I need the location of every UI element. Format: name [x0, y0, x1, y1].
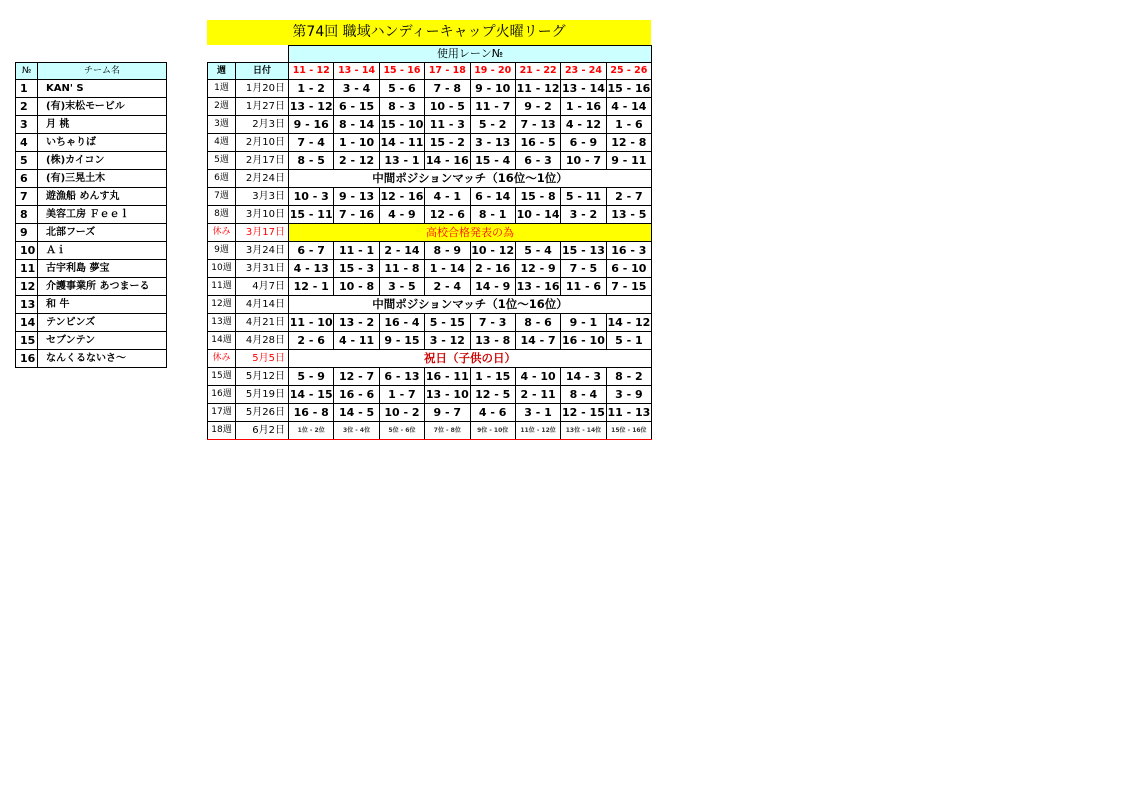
matchup-cell: 9 - 2 — [515, 98, 560, 116]
week-cell: 11週 — [208, 278, 236, 296]
matchup-cell: 8 - 14 — [334, 116, 379, 134]
matchup-cell: 1 - 2 — [289, 80, 334, 98]
matchup-cell: 1 - 6 — [606, 116, 651, 134]
matchup-cell: 12 - 5 — [470, 386, 515, 404]
team-number: 14 — [16, 314, 38, 332]
matchup-cell: 10 - 8 — [334, 278, 379, 296]
matchup-cell: 11位 - 12位 — [515, 422, 560, 440]
team-name: 美容工房 Ｆｅｅｌ — [38, 206, 167, 224]
date-cell: 5月12日 — [236, 368, 289, 386]
matchup-cell: 7 - 5 — [561, 260, 606, 278]
matchup-cell: 2 - 6 — [289, 332, 334, 350]
lane-column-header: 25 - 26 — [606, 63, 651, 80]
matchup-cell: 9位 - 10位 — [470, 422, 515, 440]
matchup-cell: 13 - 16 — [515, 278, 560, 296]
schedule-row — [208, 278, 652, 296]
matchup-cell: 15 - 11 — [289, 206, 334, 224]
date-cell: 3月31日 — [236, 260, 289, 278]
team-name: 月 桃 — [38, 116, 167, 134]
matchup-cell: 8 - 3 — [379, 98, 424, 116]
matchup-cell: 13 - 2 — [334, 314, 379, 332]
date-cell: 5月26日 — [236, 404, 289, 422]
schedule-row — [208, 314, 652, 332]
matchup-cell: 4 - 1 — [425, 188, 470, 206]
matchup-cell: 9 - 15 — [379, 332, 424, 350]
lane-column-header: 21 - 22 — [515, 63, 560, 80]
matchup-cell: 5 - 6 — [379, 80, 424, 98]
team-number: 11 — [16, 260, 38, 278]
date-column-header: 日付 — [236, 63, 289, 80]
team-number: 4 — [16, 134, 38, 152]
team-row — [16, 80, 167, 98]
team-name: セブンテン — [38, 332, 167, 350]
team-name: Ａｉ — [38, 242, 167, 260]
matchup-cell: 10 - 5 — [425, 98, 470, 116]
matchup-cell: 15位 - 16位 — [606, 422, 651, 440]
page-title: 第74回 職域ハンディーキャップ火曜リーグ — [207, 20, 651, 45]
matchup-cell: 11 - 1 — [334, 242, 379, 260]
matchup-cell: 8 - 6 — [515, 314, 560, 332]
matchup-cell: 8 - 2 — [606, 368, 651, 386]
week-cell: 4週 — [208, 134, 236, 152]
date-cell: 4月14日 — [236, 296, 289, 314]
matchup-cell: 10 - 14 — [515, 206, 560, 224]
matchup-cell: 12 - 6 — [425, 206, 470, 224]
team-number: 6 — [16, 170, 38, 188]
event-cell: 中間ポジションマッチ（1位～16位） — [289, 296, 652, 314]
matchup-cell: 11 - 13 — [606, 404, 651, 422]
team-name: 古宇利島 夢宝 — [38, 260, 167, 278]
matchup-cell: 6 - 7 — [289, 242, 334, 260]
team-name: (有)末松モービル — [38, 98, 167, 116]
schedule-row — [208, 80, 652, 98]
team-list — [15, 62, 167, 368]
matchup-cell: 12 - 9 — [515, 260, 560, 278]
team-name: いちゃりば — [38, 134, 167, 152]
matchup-cell: 14 - 16 — [425, 152, 470, 170]
team-list-header — [16, 63, 167, 80]
team-row — [16, 242, 167, 260]
matchup-cell: 3 - 4 — [334, 80, 379, 98]
schedule-row — [208, 350, 652, 368]
matchup-cell: 4 - 13 — [289, 260, 334, 278]
schedule-table — [207, 45, 652, 440]
schedule-row — [208, 98, 652, 116]
week-cell: 14週 — [208, 332, 236, 350]
date-cell: 3月3日 — [236, 188, 289, 206]
date-cell: 4月21日 — [236, 314, 289, 332]
matchup-cell: 16 - 4 — [379, 314, 424, 332]
schedule-row — [208, 242, 652, 260]
matchup-cell: 5 - 9 — [289, 368, 334, 386]
matchup-cell: 10 - 3 — [289, 188, 334, 206]
team-row — [16, 98, 167, 116]
team-number: 3 — [16, 116, 38, 134]
week-cell: 8週 — [208, 206, 236, 224]
matchup-cell: 10 - 12 — [470, 242, 515, 260]
matchup-cell: 16 - 10 — [561, 332, 606, 350]
matchup-cell: 3 - 1 — [515, 404, 560, 422]
matchup-cell: 1 - 15 — [470, 368, 515, 386]
date-cell: 1月20日 — [236, 80, 289, 98]
matchup-cell: 7 - 4 — [289, 134, 334, 152]
team-number: 9 — [16, 224, 38, 242]
schedule-row — [208, 206, 652, 224]
week-cell: 3週 — [208, 116, 236, 134]
event-cell: 高校合格発表の為 — [289, 224, 652, 242]
week-cell: 7週 — [208, 188, 236, 206]
matchup-cell: 4 - 12 — [561, 116, 606, 134]
matchup-cell: 13 - 8 — [470, 332, 515, 350]
week-cell: 16週 — [208, 386, 236, 404]
week-cell: 9週 — [208, 242, 236, 260]
matchup-cell: 5 - 2 — [470, 116, 515, 134]
matchup-cell: 12 - 15 — [561, 404, 606, 422]
team-number: 7 — [16, 188, 38, 206]
team-name: (株)カイコン — [38, 152, 167, 170]
team-number: 2 — [16, 98, 38, 116]
matchup-cell: 11 - 12 — [515, 80, 560, 98]
lane-header-row — [208, 46, 652, 63]
team-row — [16, 170, 167, 188]
matchup-cell: 2 - 4 — [425, 278, 470, 296]
matchup-cell: 16 - 6 — [334, 386, 379, 404]
matchup-cell: 14 - 5 — [334, 404, 379, 422]
week-column-header: 週 — [208, 63, 236, 80]
matchup-cell: 2 - 11 — [515, 386, 560, 404]
matchup-cell: 5位 - 6位 — [379, 422, 424, 440]
week-cell: 5週 — [208, 152, 236, 170]
schedule-row — [208, 422, 652, 440]
team-number: 5 — [16, 152, 38, 170]
matchup-cell: 9 - 1 — [561, 314, 606, 332]
date-cell: 2月10日 — [236, 134, 289, 152]
schedule-row — [208, 224, 652, 242]
matchup-cell: 3 - 9 — [606, 386, 651, 404]
team-row — [16, 296, 167, 314]
matchup-cell: 7 - 16 — [334, 206, 379, 224]
matchup-cell: 1 - 10 — [334, 134, 379, 152]
matchup-cell: 9 - 13 — [334, 188, 379, 206]
matchup-cell: 14 - 11 — [379, 134, 424, 152]
date-cell: 3月24日 — [236, 242, 289, 260]
week-cell: 15週 — [208, 368, 236, 386]
matchup-cell: 11 - 7 — [470, 98, 515, 116]
lane-column-header: 13 - 14 — [334, 63, 379, 80]
lane-column-header: 19 - 20 — [470, 63, 515, 80]
date-cell: 2月3日 — [236, 116, 289, 134]
date-cell: 5月5日 — [236, 350, 289, 368]
week-cell: 10週 — [208, 260, 236, 278]
matchup-cell: 3位 - 4位 — [334, 422, 379, 440]
schedule-row — [208, 170, 652, 188]
matchup-cell: 15 - 2 — [425, 134, 470, 152]
matchup-cell: 8 - 4 — [561, 386, 606, 404]
matchup-cell: 11 - 6 — [561, 278, 606, 296]
team-number: 8 — [16, 206, 38, 224]
lane-column-header: 17 - 18 — [425, 63, 470, 80]
matchup-cell: 7 - 15 — [606, 278, 651, 296]
matchup-cell: 4 - 6 — [470, 404, 515, 422]
matchup-cell: 15 - 3 — [334, 260, 379, 278]
matchup-cell: 16 - 8 — [289, 404, 334, 422]
team-row — [16, 188, 167, 206]
schedule-row — [208, 134, 652, 152]
schedule-row — [208, 386, 652, 404]
schedule-row — [208, 296, 652, 314]
date-cell: 1月27日 — [236, 98, 289, 116]
matchup-cell: 6 - 3 — [515, 152, 560, 170]
matchup-cell: 11 - 10 — [289, 314, 334, 332]
matchup-cell: 15 - 8 — [515, 188, 560, 206]
matchup-cell: 5 - 4 — [515, 242, 560, 260]
team-number: 12 — [16, 278, 38, 296]
matchup-cell: 6 - 15 — [334, 98, 379, 116]
matchup-cell: 8 - 1 — [470, 206, 515, 224]
matchup-cell: 2 - 12 — [334, 152, 379, 170]
lane-column-header: 23 - 24 — [561, 63, 606, 80]
matchup-cell: 13 - 12 — [289, 98, 334, 116]
matchup-cell: 3 - 13 — [470, 134, 515, 152]
team-row — [16, 278, 167, 296]
team-row — [16, 116, 167, 134]
team-number: 16 — [16, 350, 38, 368]
week-cell: 2週 — [208, 98, 236, 116]
matchup-cell: 3 - 2 — [561, 206, 606, 224]
team-row — [16, 314, 167, 332]
matchup-cell: 16 - 11 — [425, 368, 470, 386]
matchup-cell: 1 - 14 — [425, 260, 470, 278]
matchup-cell: 14 - 7 — [515, 332, 560, 350]
matchup-cell: 14 - 12 — [606, 314, 651, 332]
matchup-cell: 16 - 3 — [606, 242, 651, 260]
matchup-cell: 2 - 7 — [606, 188, 651, 206]
week-cell: 18週 — [208, 422, 236, 440]
matchup-cell: 15 - 13 — [561, 242, 606, 260]
matchup-cell: 13 - 10 — [425, 386, 470, 404]
week-cell: 休み — [208, 224, 236, 242]
team-name: 遊漁船 めんす丸 — [38, 188, 167, 206]
team-name-header: チーム名 — [38, 63, 167, 80]
matchup-cell: 1 - 16 — [561, 98, 606, 116]
lane-column-header: 11 - 12 — [289, 63, 334, 80]
team-number: 15 — [16, 332, 38, 350]
team-row — [16, 134, 167, 152]
matchup-cell: 5 - 11 — [561, 188, 606, 206]
matchup-cell: 3 - 12 — [425, 332, 470, 350]
lane-header: 使用レーン№ — [289, 46, 652, 63]
matchup-cell: 11 - 8 — [379, 260, 424, 278]
team-number: 13 — [16, 296, 38, 314]
matchup-cell: 6 - 14 — [470, 188, 515, 206]
matchup-cell: 15 - 16 — [606, 80, 651, 98]
schedule-row — [208, 260, 652, 278]
matchup-cell: 4 - 11 — [334, 332, 379, 350]
date-cell: 3月17日 — [236, 224, 289, 242]
matchup-cell: 13 - 14 — [561, 80, 606, 98]
matchup-cell: 13位 - 14位 — [561, 422, 606, 440]
date-cell: 6月2日 — [236, 422, 289, 440]
matchup-cell: 9 - 10 — [470, 80, 515, 98]
team-number: 10 — [16, 242, 38, 260]
matchup-cell: 13 - 5 — [606, 206, 651, 224]
matchup-cell: 6 - 10 — [606, 260, 651, 278]
team-name: 介護事業所 あつまーる — [38, 278, 167, 296]
team-row — [16, 260, 167, 278]
week-cell: 休み — [208, 350, 236, 368]
date-cell: 2月17日 — [236, 152, 289, 170]
matchup-cell: 14 - 9 — [470, 278, 515, 296]
matchup-cell: 7 - 3 — [470, 314, 515, 332]
week-cell: 1週 — [208, 80, 236, 98]
matchup-cell: 12 - 7 — [334, 368, 379, 386]
matchup-cell: 7位 - 8位 — [425, 422, 470, 440]
week-cell: 6週 — [208, 170, 236, 188]
matchup-cell: 10 - 2 — [379, 404, 424, 422]
team-row — [16, 332, 167, 350]
matchup-cell: 7 - 13 — [515, 116, 560, 134]
matchup-cell: 9 - 16 — [289, 116, 334, 134]
matchup-cell: 12 - 16 — [379, 188, 424, 206]
date-cell: 2月24日 — [236, 170, 289, 188]
matchup-cell: 6 - 13 — [379, 368, 424, 386]
matchup-cell: 10 - 7 — [561, 152, 606, 170]
team-row — [16, 350, 167, 368]
matchup-cell: 15 - 10 — [379, 116, 424, 134]
matchup-cell: 12 - 1 — [289, 278, 334, 296]
matchup-cell: 1 - 7 — [379, 386, 424, 404]
matchup-cell: 3 - 5 — [379, 278, 424, 296]
lane-column-header: 15 - 16 — [379, 63, 424, 80]
matchup-cell: 9 - 7 — [425, 404, 470, 422]
matchup-cell: 5 - 15 — [425, 314, 470, 332]
team-number: 1 — [16, 80, 38, 98]
event-cell: 中間ポジションマッチ（16位～1位） — [289, 170, 652, 188]
team-row — [16, 152, 167, 170]
schedule-row — [208, 188, 652, 206]
matchup-cell: 13 - 1 — [379, 152, 424, 170]
matchup-cell: 7 - 8 — [425, 80, 470, 98]
team-name: KAN' S — [38, 80, 167, 98]
event-cell: 祝日（子供の日） — [289, 350, 652, 368]
team-name: 北部フーズ — [38, 224, 167, 242]
matchup-cell: 4 - 9 — [379, 206, 424, 224]
matchup-cell: 14 - 15 — [289, 386, 334, 404]
matchup-cell: 4 - 10 — [515, 368, 560, 386]
date-cell: 4月7日 — [236, 278, 289, 296]
matchup-cell: 9 - 11 — [606, 152, 651, 170]
team-name: 和 牛 — [38, 296, 167, 314]
matchup-cell: 16 - 5 — [515, 134, 560, 152]
matchup-cell: 4 - 14 — [606, 98, 651, 116]
week-cell: 12週 — [208, 296, 236, 314]
team-name: テンピンズ — [38, 314, 167, 332]
matchup-cell: 14 - 3 — [561, 368, 606, 386]
date-cell: 4月28日 — [236, 332, 289, 350]
matchup-cell: 6 - 9 — [561, 134, 606, 152]
schedule-row — [208, 152, 652, 170]
team-name: (有)三晃土木 — [38, 170, 167, 188]
schedule-row — [208, 332, 652, 350]
date-cell: 5月19日 — [236, 386, 289, 404]
matchup-cell: 2 - 16 — [470, 260, 515, 278]
date-cell: 3月10日 — [236, 206, 289, 224]
schedule-row — [208, 116, 652, 134]
team-no-header: № — [16, 63, 38, 80]
team-row — [16, 206, 167, 224]
matchup-cell: 11 - 3 — [425, 116, 470, 134]
schedule-row — [208, 368, 652, 386]
matchup-cell: 15 - 4 — [470, 152, 515, 170]
matchup-cell: 2 - 14 — [379, 242, 424, 260]
team-name: なんくるないさ～ — [38, 350, 167, 368]
column-header-row — [208, 63, 652, 80]
matchup-cell: 8 - 5 — [289, 152, 334, 170]
matchup-cell: 12 - 8 — [606, 134, 651, 152]
matchup-cell: 5 - 1 — [606, 332, 651, 350]
week-cell: 17週 — [208, 404, 236, 422]
team-row — [16, 224, 167, 242]
matchup-cell: 8 - 9 — [425, 242, 470, 260]
week-cell: 13週 — [208, 314, 236, 332]
matchup-cell: 1位 - 2位 — [289, 422, 334, 440]
schedule-row — [208, 404, 652, 422]
